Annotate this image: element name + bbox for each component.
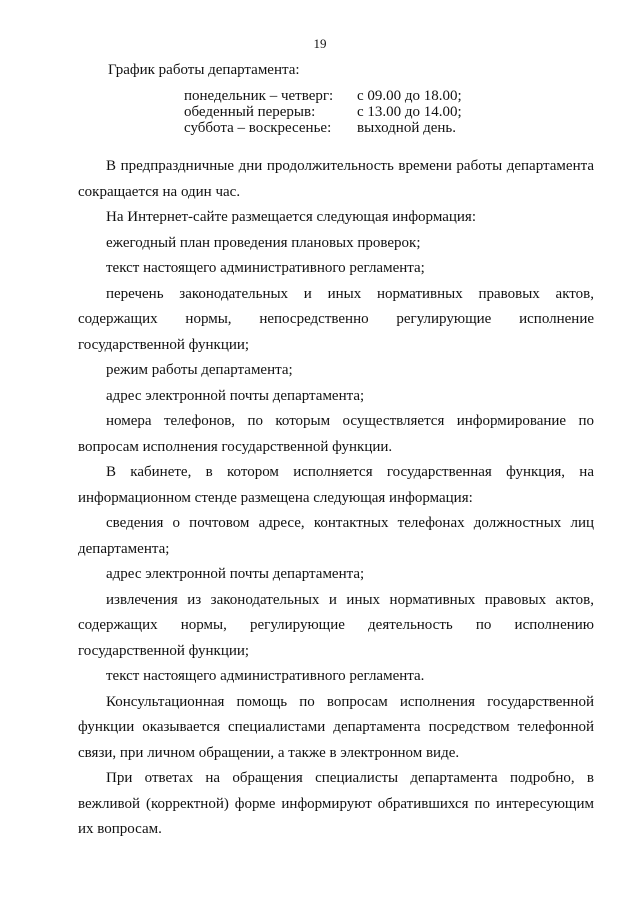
paragraph: ежегодный план проведения плановых проверок; xyxy=(106,234,421,251)
paragraph: сведения о почтовом адресе, контактных телефонах должностных лиц департамента; xyxy=(78,515,594,557)
paragraph: Консультационная помощь по вопросам исполнения государственной функции оказывается специалистами департамента посредством телефонной связи, при личном обращении, а также в электронном виде. xyxy=(78,693,594,761)
document-body xyxy=(78,154,594,843)
schedule-row xyxy=(184,88,462,104)
schedule-value: выходной день. xyxy=(357,120,457,136)
paragraph: адрес электронной почты департамента; xyxy=(106,566,365,582)
schedule-row xyxy=(184,104,462,120)
schedule-value: с 13.00 до 14.00; xyxy=(357,104,462,120)
schedule-label: суббота – воскресенье: xyxy=(184,120,332,136)
schedule-value: с 09.00 до 18.00; xyxy=(357,88,462,104)
paragraph: адрес электронной почты департамента; xyxy=(106,387,365,404)
paragraph: В кабинете, в котором исполняется государственная функция, на информационном стенде размещена следующая информация: xyxy=(78,464,594,506)
schedule-label: обеденный перерыв: xyxy=(184,104,316,120)
schedule-label: понедельник – четверг: xyxy=(184,88,334,104)
schedule-row xyxy=(184,120,462,136)
page-number: 19 xyxy=(313,36,327,51)
schedule-table xyxy=(184,88,462,136)
paragraph: При ответах на обращения специалисты департамента подробно, в вежливой (корректной) форме информируют обратившихся по интересующим их вопросам. xyxy=(78,770,594,837)
paragraph: В предпраздничные дни продолжительность времени работы департамента сокращается на один час. xyxy=(78,158,594,200)
paragraph: текст настоящего административного регламента. xyxy=(106,668,425,684)
paragraph: перечень законодательных и иных нормативных правовых актов, содержащих нормы, непосредственно регулирующие исполнение государственной функции; xyxy=(78,285,594,353)
paragraph: извлечения из законодательных и иных нормативных правовых актов, содержащих нормы, регулирующие деятельность по исполнению государственной функции; xyxy=(78,591,594,659)
paragraph: режим работы департамента; xyxy=(106,362,293,378)
paragraph: текст настоящего административного регламента; xyxy=(106,260,425,276)
paragraph: номера телефонов, по которым осуществляется информирование по вопросам исполнения государственной функции. xyxy=(78,413,594,455)
schedule-title: График работы департамента: xyxy=(108,62,300,78)
paragraph: На Интернет-сайте размещается следующая информация: xyxy=(106,209,476,225)
